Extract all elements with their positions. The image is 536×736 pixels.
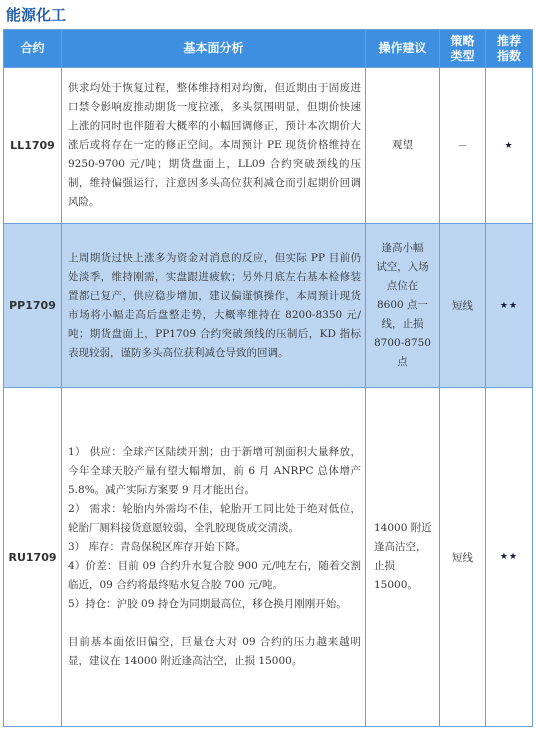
advice-cell xyxy=(366,224,440,388)
analysis-spacer xyxy=(68,614,361,633)
advice-line: 观望 xyxy=(392,139,413,151)
advice-cell xyxy=(366,388,440,727)
header-strategy xyxy=(440,30,486,68)
strategy-cell: 短线 xyxy=(440,388,486,727)
strategy-table xyxy=(3,29,533,727)
advice-line: 14000 附近 xyxy=(374,522,432,534)
header-contract: 合约 xyxy=(4,30,62,68)
analysis-cell xyxy=(62,388,366,727)
header-analysis: 基本面分析 xyxy=(62,30,366,68)
analysis-paragraph: 目前基本面依旧偏空，巨量仓大对 09 合约的压力越来越明显，建议在 14000 附近逢高沽空，止损 15000。 xyxy=(68,636,361,667)
advice-line: 试空，入场 xyxy=(376,261,429,273)
contract-code: LL1709 xyxy=(4,68,62,224)
analysis-paragraph: 1） 供应：全球产区陆续开割；由于新增可割面积大量释放，今年全球天胶产量有望大幅增加，前 6 月 ANRPC 总体增产 5.8%。减产实际方案要 9 月才能出台。 xyxy=(68,446,361,496)
header-rating xyxy=(486,30,533,68)
header-advice: 操作建议 xyxy=(366,30,440,68)
advice-cell xyxy=(366,68,440,224)
rating-stars: ★★ xyxy=(486,388,533,727)
advice-line: 止损 xyxy=(374,560,395,572)
strategy-cell: － xyxy=(440,68,486,224)
contract-code: RU1709 xyxy=(4,388,62,727)
table-row xyxy=(4,388,533,727)
analysis-cell xyxy=(62,68,366,224)
advice-line: 线，止损 xyxy=(381,318,424,330)
header-strategy-text: 策略类型 xyxy=(450,33,475,63)
analysis-paragraph: 5）持仓：沪胶 09 持仓为同期最高位，移仓换月刚刚开始。 xyxy=(68,598,347,610)
advice-line: 点 xyxy=(397,356,408,368)
strategy-cell: 短线 xyxy=(440,224,486,388)
table-row xyxy=(4,224,533,388)
analysis-line: 供求均处于恢复过程，整体维持相对均衡，但近期由于固废进口禁令影响废推动期货一度拉涨，多头氛围明显，但期价快速上涨的同时也伴随着大概率的小幅回调修正，预计本次期价大涨后或将存在一定的修正空间。本周预计 PE 现货价格维持在 9250-9700 元/吨；期货盘面上，LL09 合约突破颈线的压制，维持偏强运行，注意因多头高位获利减仓而引起期价回调风险。 xyxy=(68,82,361,208)
header-rating-text: 推荐指数 xyxy=(496,33,521,63)
advice-line: 逢高小幅 xyxy=(381,242,424,254)
analysis-paragraph: 2） 需求：轮胎内外需均不佳，轮胎开工同比处于绝对低位，轮胎厂厕料接货意愿较弱，全乳胶现货成交清淡。 xyxy=(68,503,361,534)
contract-code: PP1709 xyxy=(4,224,62,388)
table-row xyxy=(4,68,533,224)
advice-line: 8700-8750 xyxy=(374,337,431,349)
advice-line: 点位在 xyxy=(386,280,419,292)
section-title: 能源化工 xyxy=(6,6,67,24)
rating-stars: ★ xyxy=(486,68,533,224)
advice-line: 逢高沽空， xyxy=(374,541,427,553)
advice-line: 8600 点一 xyxy=(376,299,429,311)
table-header-row xyxy=(4,30,533,68)
analysis-paragraph: 4）价差：目前 09 合约升水复合胶 900 元/吨左右，随着交割临近，09 合约将最终贴水复合胶 700 元/吨。 xyxy=(68,560,361,591)
analysis-paragraph: 3） 库存：青岛保税区库存开始下降。 xyxy=(68,541,247,553)
rating-stars: ★★ xyxy=(486,224,533,388)
analysis-line: 上周期货过快上涨多为资金对消息的反应，但实际 PP 目前仍处淡季，维持刚需，实盘跟进疲软；另外月底左右基本检修装置都已复产，供应稳步增加，建议偏谨慎操作，本周预计现货市场将小幅走高后盘整走势，大概率维持在 8200-8350 元/吨；期货盘面上，PP1709 合约突破颈线的压制后，KD 指标表现较弱，谨防多头高位获利减仓导致的回调。 xyxy=(68,251,361,359)
advice-line: 15000。 xyxy=(374,579,418,591)
analysis-cell xyxy=(62,224,366,388)
